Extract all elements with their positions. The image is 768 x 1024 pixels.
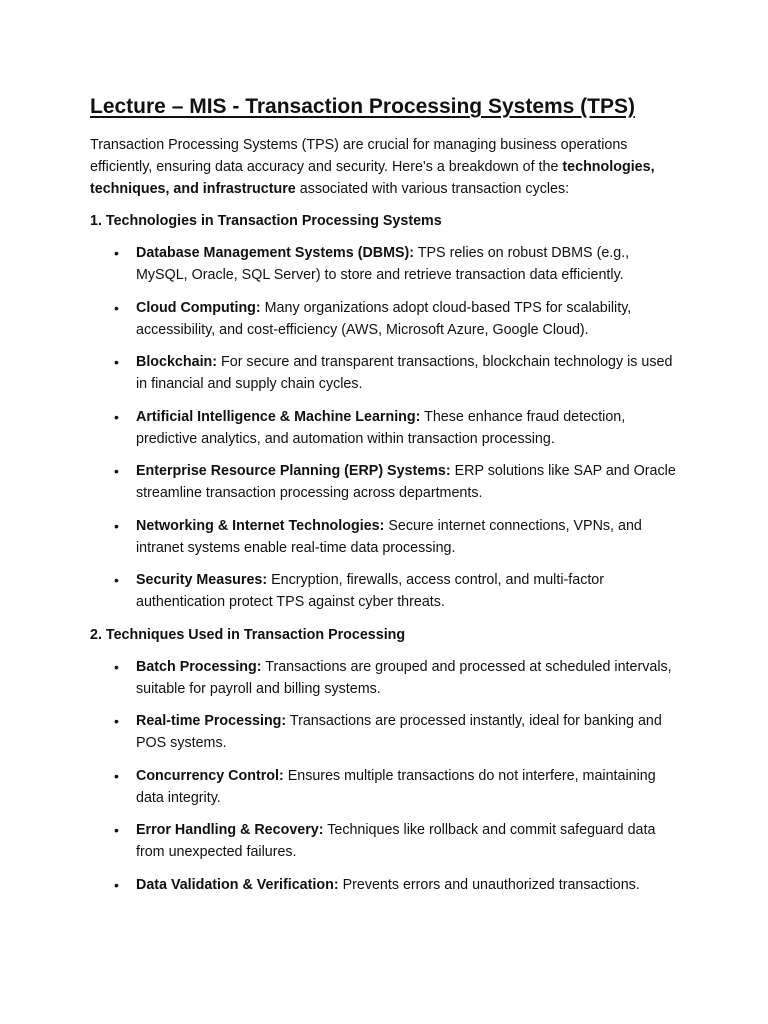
section-heading: 2. Techniques Used in Transaction Processing: [90, 626, 406, 643]
list-item: [114, 297, 682, 341]
list-item: [114, 351, 682, 395]
item-description: Ensures multiple transactions do not interfere, maintaining data integrity.: [136, 767, 656, 806]
item-description: Transactions are processed instantly, ideal for banking and POS systems.: [136, 713, 662, 751]
item-description: ERP solutions like SAP and Oracle streamline transaction processing across departments.: [136, 463, 676, 501]
bullet-icon: •: [114, 517, 119, 534]
item-term: Security Measures:: [136, 572, 268, 588]
item-description: Prevents errors and unauthorized transactions.: [338, 876, 640, 893]
intro-bold-text: technologies, techniques, and infrastructure: [90, 159, 655, 197]
bullet-icon: •: [114, 245, 119, 261]
item-term: Error Handling & Recovery:: [136, 822, 324, 838]
item-term: Data Validation & Verification:: [136, 876, 339, 893]
item-term: Batch Processing:: [136, 658, 262, 675]
item-term: Real-time Processing:: [136, 713, 287, 729]
item-description: Techniques like rollback and commit safeguard data from unexpected failures.: [136, 822, 656, 860]
list-item: [114, 819, 682, 863]
bullet-icon: •: [114, 822, 119, 838]
item-description: Encryption, firewalls, access control, and multi-factor authentication protect TPS against cyber threats.: [136, 572, 605, 610]
item-term: Artificial Intelligence & Machine Learning:: [136, 408, 421, 425]
list-item: [114, 569, 682, 613]
list-item: [114, 406, 682, 450]
intro-paragraph: [90, 134, 682, 200]
list-item: [114, 710, 682, 754]
item-term: Networking & Internet Technologies:: [136, 517, 385, 534]
bullet-icon: •: [114, 408, 119, 425]
item-description: These enhance fraud detection, predictive analytics, and automation within transaction processing.: [136, 408, 626, 447]
technologies-list: [90, 242, 682, 613]
intro-text-before: Transaction Processing Systems (TPS) are crucial for managing business operations efficiently, ensuring data accuracy and security. Here's a breakdown of the: [90, 137, 628, 175]
section-heading: 1. Technologies in Transaction Processing Systems: [90, 213, 442, 229]
item-term: Enterprise Resource Planning (ERP) Systems:: [136, 463, 451, 479]
page-title: Lecture – MIS - Transaction Processing Systems (TPS): [90, 95, 636, 118]
item-term: Blockchain:: [136, 354, 218, 370]
list-item: [114, 656, 682, 700]
bullet-icon: •: [114, 299, 119, 316]
bullet-icon: •: [114, 767, 119, 784]
bullet-icon: •: [114, 354, 119, 370]
item-term: Concurrency Control:: [136, 767, 284, 784]
list-item: [114, 874, 682, 896]
techniques-list: [90, 656, 682, 896]
list-item: [114, 242, 682, 286]
list-item: [114, 460, 682, 504]
list-item: [114, 765, 682, 809]
bullet-icon: •: [114, 658, 119, 675]
item-description: Secure internet connections, VPNs, and intranet systems enable real-time data processing.: [136, 517, 642, 556]
bullet-icon: •: [114, 713, 119, 729]
item-description: Transactions are grouped and processed at scheduled intervals, suitable for payroll and billing systems.: [136, 658, 672, 697]
item-description: Many organizations adopt cloud-based TPS for scalability, accessibility, and cost-efficiency (AWS, Microsoft Azure, Google Cloud).: [136, 299, 632, 338]
bullet-icon: •: [114, 463, 119, 479]
bullet-icon: •: [114, 572, 119, 588]
section-technologies: [90, 210, 682, 613]
bullet-icon: •: [114, 876, 119, 893]
item-description: For secure and transparent transactions, blockchain technology is used in financial and supply chain cycles.: [136, 354, 673, 392]
intro-text-after: associated with various transaction cycles:: [295, 181, 570, 197]
item-term: Database Management Systems (DBMS):: [136, 245, 415, 261]
list-item: [114, 515, 682, 559]
item-description: TPS relies on robust DBMS (e.g., MySQL, Oracle, SQL Server) to store and retrieve transaction data efficiently.: [136, 245, 630, 283]
section-techniques: [90, 624, 682, 896]
item-term: Cloud Computing:: [136, 299, 261, 316]
